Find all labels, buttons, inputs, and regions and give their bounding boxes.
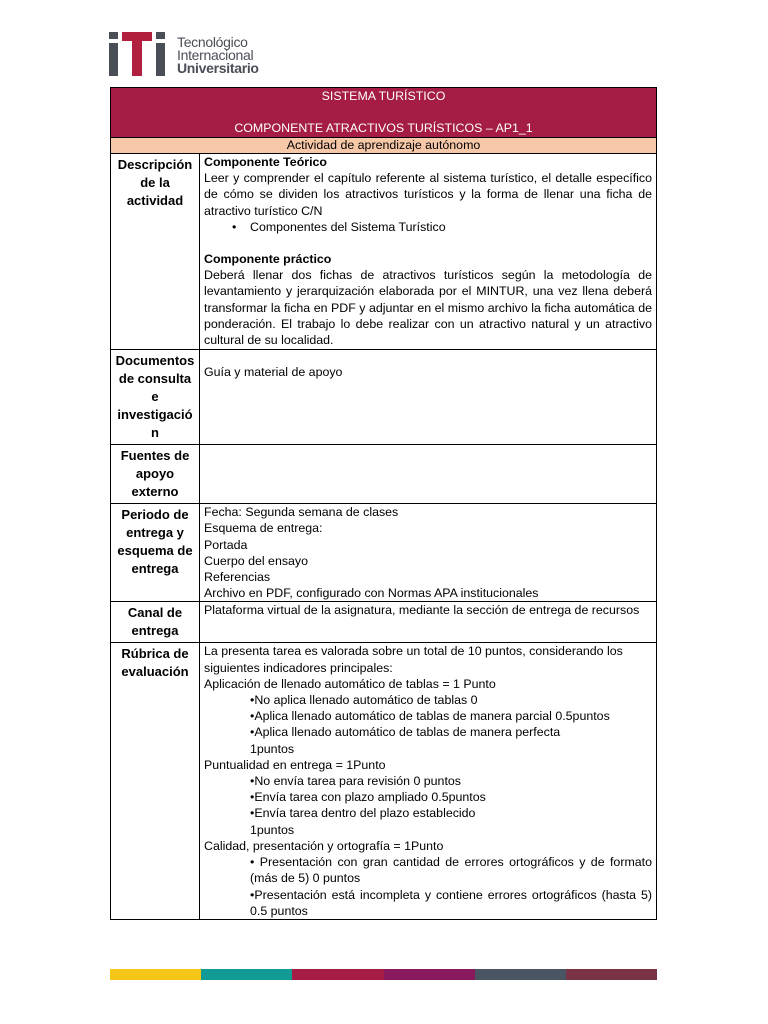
criterion-1-item: •No aplica llenado automático de tablas 0 bbox=[250, 693, 478, 708]
criterion-3-item: •Presentación está incompleta y contiene errores ortográficos (hasta 5) 0.5 puntos bbox=[250, 887, 652, 918]
row-label-descripcion: Descripción de la actividad bbox=[111, 154, 200, 350]
teorico-text: Leer y comprender el capítulo referente al sistema turístico, el detalle específico de cómo se dividen los atractivos turísticos y la forma de llenar una ficha de atractivo turístico C/N bbox=[204, 171, 652, 218]
row-label-periodo: Periodo de entrega y esquema de entrega bbox=[111, 504, 200, 602]
color-segment bbox=[475, 969, 566, 980]
color-segment bbox=[201, 969, 292, 980]
color-segment bbox=[566, 969, 657, 980]
table-header bbox=[111, 88, 657, 138]
practico-text: Deberá llenar dos fichas de atractivos turísticos según la metodología de levantamiento y jerarquización elaborada por el MINTUR, una vez llena deberá transformar la ficha en PDF y adjuntar en el mismo archivo la ficha automática de ponderación. El trabajo lo debe realizar con un atractivo natural y un atractivo cultural de su localidad. bbox=[204, 268, 652, 348]
table-row-fuentes bbox=[111, 445, 657, 504]
footer-color-bar bbox=[110, 969, 657, 980]
color-segment bbox=[292, 969, 383, 980]
row-label-rubrica: Rúbrica de evaluación bbox=[111, 643, 200, 919]
criterion-3-title: Calidad, presentación y ortografía = 1Punto bbox=[204, 838, 444, 853]
periodo-line: Referencias bbox=[204, 570, 271, 585]
activity-table bbox=[110, 87, 657, 920]
row-content-fuentes bbox=[200, 445, 657, 504]
logo-wordmark bbox=[177, 36, 259, 75]
documentos-text: Guía y material de apoyo bbox=[204, 365, 343, 380]
criterion-2-item-cont: 1puntos bbox=[250, 822, 295, 837]
table-row-periodo bbox=[111, 504, 657, 602]
row-content-canal: Plataforma virtual de la asignatura, mediante la sección de entrega de recursos bbox=[200, 602, 657, 643]
criterion-1-item: •Aplica llenado automático de tablas de manera parcial 0.5puntos bbox=[250, 709, 610, 724]
rubrica-intro: La presenta tarea es valorada sobre un total de 10 puntos, considerando los siguientes indicadores principales: bbox=[204, 644, 623, 675]
table-title: SISTEMA TURÍSTICO bbox=[321, 89, 446, 103]
criterion-1-title: Aplicación de llenado automático de tablas = 1 Punto bbox=[204, 676, 496, 691]
criterion-2-title: Puntualidad en entrega = 1Punto bbox=[204, 757, 386, 772]
criterion-2-item: •Envía tarea dentro del plazo establecido bbox=[250, 806, 476, 821]
row-content-descripcion bbox=[200, 154, 657, 350]
periodo-line: Esquema de entrega: bbox=[204, 521, 323, 536]
row-label-fuentes: Fuentes de apoyo externo bbox=[111, 445, 200, 504]
row-content-rubrica bbox=[200, 643, 657, 919]
row-label-canal: Canal de entrega bbox=[111, 602, 200, 643]
color-segment bbox=[384, 969, 475, 980]
teorico-bullet: • Componentes del Sistema Turístico bbox=[204, 219, 652, 235]
row-content-periodo bbox=[200, 504, 657, 602]
periodo-line: Cuerpo del ensayo bbox=[204, 553, 309, 568]
criterion-2-item: •Envía tarea con plazo ampliado 0.5puntos bbox=[250, 790, 486, 805]
row-content-documentos bbox=[200, 350, 657, 445]
practico-title: Componente práctico bbox=[204, 252, 332, 267]
criterion-1-item-cont: 1puntos bbox=[250, 741, 295, 756]
table-row-descripcion bbox=[111, 154, 657, 350]
teorico-title: Componente Teórico bbox=[204, 155, 327, 169]
table-subtitle: COMPONENTE ATRACTIVOS TURÍSTICOS – AP1_1 bbox=[234, 121, 533, 135]
periodo-line: Fecha: Segunda semana de clases bbox=[204, 505, 399, 520]
color-segment bbox=[110, 969, 201, 980]
row-label-documentos: Documentos de consulta e investigació n bbox=[111, 350, 200, 445]
logo-line-2: Internacional bbox=[177, 47, 254, 63]
activity-type: Actividad de aprendizaje autónomo bbox=[111, 138, 657, 154]
iti-logo-mark bbox=[109, 32, 171, 76]
table-row-rubrica bbox=[111, 643, 657, 919]
periodo-line: Archivo en PDF, configurado con Normas APA institucionales bbox=[204, 586, 539, 601]
logo-line-3: Universitario bbox=[177, 60, 259, 76]
table-row-documentos bbox=[111, 350, 657, 445]
logo-line-1: Tecnológico bbox=[177, 34, 248, 50]
criterion-2-item: •No envía tarea para revisión 0 puntos bbox=[250, 774, 461, 789]
criterion-3-item: • Presentación con gran cantidad de errores ortográficos y de formato (más de 5) 0 puntos bbox=[250, 855, 652, 886]
table-row-canal bbox=[111, 602, 657, 643]
criterion-1-item: •Aplica llenado automático de tablas de manera perfecta bbox=[250, 725, 561, 740]
periodo-line: Portada bbox=[204, 537, 248, 552]
